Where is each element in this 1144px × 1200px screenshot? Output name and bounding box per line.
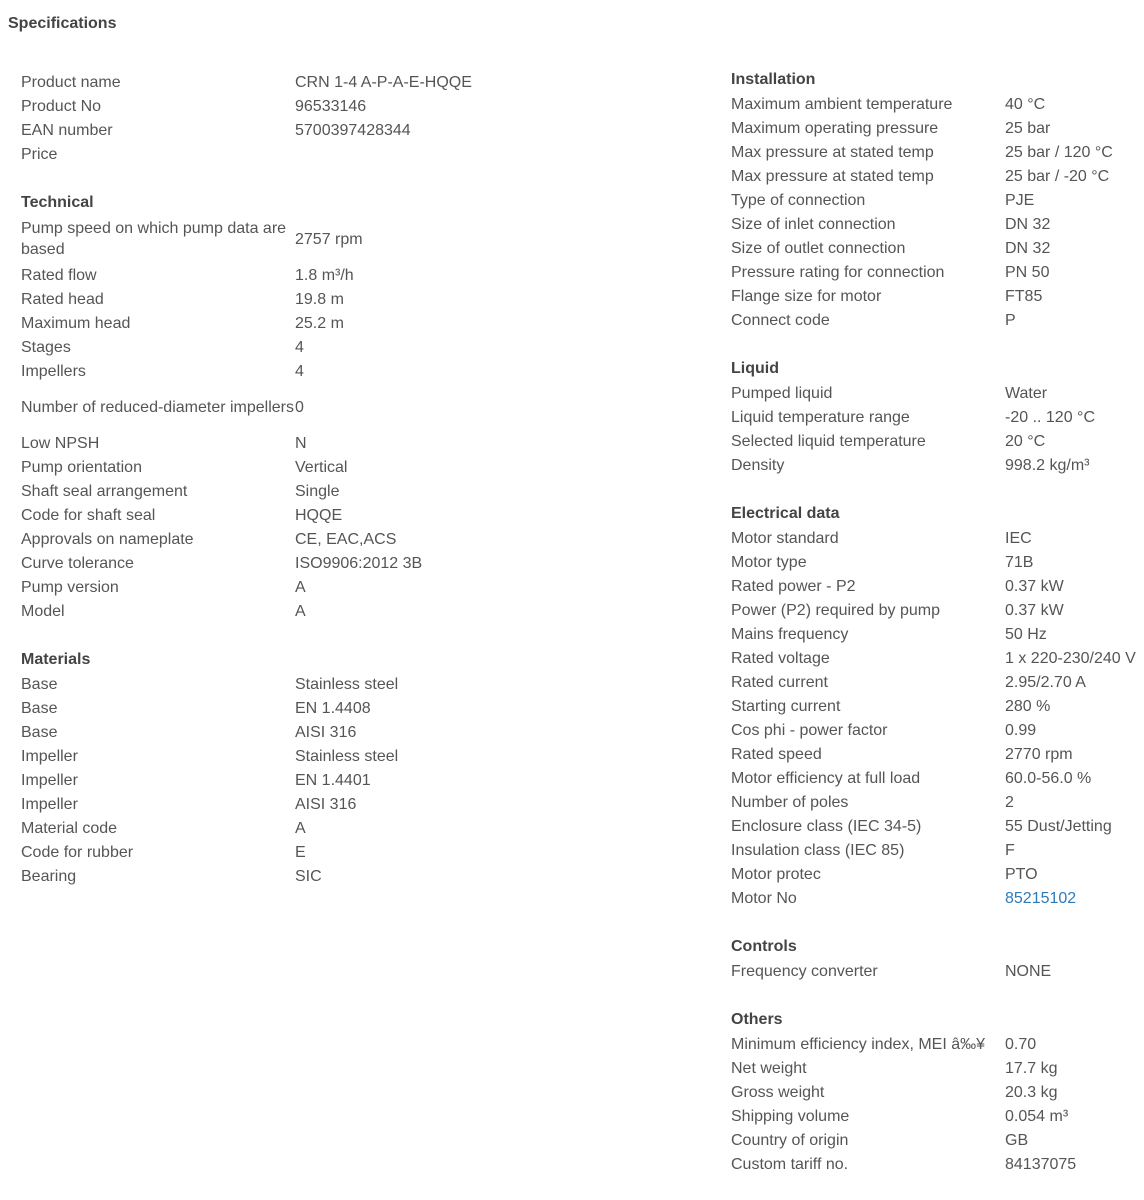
spec-row xyxy=(731,646,1144,670)
spec-label: Material code xyxy=(21,819,118,837)
spec-value: 60.0-56.0 % xyxy=(1005,769,1092,787)
spec-value: ISO9906:2012 3B xyxy=(295,554,423,572)
spec-row xyxy=(731,429,1144,453)
spec-label: Custom tariff no. xyxy=(731,1155,849,1173)
spec-row xyxy=(731,766,1144,790)
spec-value: EN 1.4401 xyxy=(295,771,371,789)
spec-label: Bearing xyxy=(21,867,77,885)
spec-value: 25 bar / 120 °C xyxy=(1005,143,1113,161)
spec-value: PTO xyxy=(1005,865,1038,883)
spec-value: 20 °C xyxy=(1005,432,1046,450)
spec-label: Type of connection xyxy=(731,191,866,209)
spec-value: A xyxy=(295,602,306,620)
spec-value: A xyxy=(295,578,306,596)
spec-value: 25.2 m xyxy=(295,314,344,332)
spec-label: Size of outlet connection xyxy=(731,239,906,257)
spec-label: Motor standard xyxy=(731,529,839,547)
spec-row xyxy=(21,599,701,623)
spec-value: 0.70 xyxy=(1005,1035,1037,1053)
spec-value: 2 xyxy=(1005,793,1014,811)
spec-row xyxy=(21,840,701,864)
spec-label: Pump orientation xyxy=(21,458,142,476)
spec-value: 40 °C xyxy=(1005,95,1046,113)
spec-value: 2770 rpm xyxy=(1005,745,1073,763)
spec-value: 0.054 m³ xyxy=(1005,1107,1069,1125)
spec-row xyxy=(731,1032,1144,1056)
spec-label: Impeller xyxy=(21,747,78,765)
spec-row xyxy=(21,479,701,503)
spec-value: NONE xyxy=(1005,962,1052,980)
spec-row xyxy=(731,116,1144,140)
spec-row xyxy=(21,527,701,551)
spec-row xyxy=(731,1128,1144,1152)
spec-label: Stages xyxy=(21,338,71,356)
spec-row-product-name xyxy=(21,70,701,94)
section-title-installation: Installation xyxy=(731,71,816,88)
spec-label: Impeller xyxy=(21,771,78,789)
spec-value: EN 1.4408 xyxy=(295,699,371,717)
spec-label: Selected liquid temperature xyxy=(731,432,926,450)
spec-row xyxy=(731,164,1144,188)
section-title-controls: Controls xyxy=(731,938,797,955)
motor-no-link[interactable]: 85215102 xyxy=(1005,889,1077,907)
spec-row xyxy=(21,263,701,287)
spec-label: Product No xyxy=(21,97,102,115)
spec-value: CRN 1-4 A-P-A-E-HQQE xyxy=(295,73,472,91)
spec-label: Pump version xyxy=(21,578,119,596)
spec-row xyxy=(731,694,1144,718)
spec-value: 5700397428344 xyxy=(295,121,411,139)
spec-label: Mains frequency xyxy=(731,625,849,643)
installation-section xyxy=(731,68,1144,332)
spec-row xyxy=(731,405,1144,429)
spec-row xyxy=(731,236,1144,260)
spec-row xyxy=(731,308,1144,332)
page-title: Specifications xyxy=(8,15,117,32)
spec-row xyxy=(21,455,701,479)
general-section xyxy=(21,70,701,166)
spec-value: SIC xyxy=(295,867,322,885)
spec-row xyxy=(731,959,1144,983)
spec-label: Flange size for motor xyxy=(731,287,882,305)
spec-value: 1 x 220-230/240 V xyxy=(1005,649,1136,667)
spec-row xyxy=(731,381,1144,405)
spec-row xyxy=(21,816,701,840)
spec-label: Approvals on nameplate xyxy=(21,530,194,548)
spec-value: 4 xyxy=(295,362,304,380)
spec-row xyxy=(21,551,701,575)
spec-row xyxy=(21,672,701,696)
spec-label: Maximum operating pressure xyxy=(731,119,939,137)
spec-label: Frequency converter xyxy=(731,962,878,980)
spec-row xyxy=(731,1152,1144,1176)
spec-label: Starting current xyxy=(731,697,841,715)
spec-row xyxy=(731,526,1144,550)
spec-value: 96533146 xyxy=(295,97,367,115)
spec-row xyxy=(731,862,1144,886)
spec-label: Motor protec xyxy=(731,865,821,883)
spec-label: Net weight xyxy=(731,1059,807,1077)
spec-row xyxy=(731,453,1144,477)
spec-label: Base xyxy=(21,675,58,693)
spec-value: HQQE xyxy=(295,506,343,524)
spec-value: 0.37 kW xyxy=(1005,577,1064,595)
section-title-materials: Materials xyxy=(21,651,91,668)
spec-row xyxy=(731,670,1144,694)
spec-row xyxy=(731,622,1144,646)
spec-value: CE, EAC,ACS xyxy=(295,530,397,548)
spec-value: 20.3 kg xyxy=(1005,1083,1058,1101)
spec-label: Enclosure class (IEC 34-5) xyxy=(731,817,922,835)
spec-label: Price xyxy=(21,145,58,163)
spec-label: Code for rubber xyxy=(21,843,134,861)
spec-value: 280 % xyxy=(1005,697,1051,715)
spec-label: Maximum head xyxy=(21,314,131,332)
spec-row-price xyxy=(21,142,701,166)
spec-value: IEC xyxy=(1005,529,1032,547)
spec-label: Max pressure at stated temp xyxy=(731,167,934,185)
spec-label: Pump speed on which pump data are based xyxy=(21,220,287,258)
spec-label: Rated voltage xyxy=(731,649,830,667)
spec-value: DN 32 xyxy=(1005,239,1051,257)
spec-label: Base xyxy=(21,723,58,741)
spec-label: Cos phi - power factor xyxy=(731,721,888,739)
section-title-others: Others xyxy=(731,1011,783,1028)
spec-label: Impellers xyxy=(21,362,86,380)
spec-row xyxy=(21,744,701,768)
spec-label: Model xyxy=(21,602,65,620)
spec-value: GB xyxy=(1005,1131,1029,1149)
spec-value: 84137075 xyxy=(1005,1155,1077,1173)
spec-value: 2757 rpm xyxy=(295,230,363,248)
spec-row-product-no xyxy=(21,94,701,118)
spec-label: Rated speed xyxy=(731,745,822,763)
spec-label: Pumped liquid xyxy=(731,384,833,402)
spec-row xyxy=(21,696,701,720)
spec-label: Density xyxy=(731,456,785,474)
spec-row xyxy=(731,140,1144,164)
spec-value: Stainless steel xyxy=(295,675,399,693)
spec-value: DN 32 xyxy=(1005,215,1051,233)
spec-label: Impeller xyxy=(21,795,78,813)
spec-row xyxy=(21,575,701,599)
spec-value: FT85 xyxy=(1005,287,1043,305)
spec-label: Motor type xyxy=(731,553,807,571)
spec-label: Shipping volume xyxy=(731,1107,850,1125)
spec-value: 0.99 xyxy=(1005,721,1037,739)
spec-label: Liquid temperature range xyxy=(731,408,910,426)
spec-row xyxy=(731,212,1144,236)
spec-value: PJE xyxy=(1005,191,1035,209)
right-column xyxy=(731,68,1144,1176)
spec-row xyxy=(731,260,1144,284)
spec-row xyxy=(731,92,1144,116)
spec-label: Base xyxy=(21,699,58,717)
spec-value: E xyxy=(295,843,306,861)
spec-label: Code for shaft seal xyxy=(21,506,156,524)
spec-label: Insulation class (IEC 85) xyxy=(731,841,905,859)
materials-section xyxy=(21,648,701,888)
spec-value: 1.8 m³/h xyxy=(295,266,354,284)
spec-value: AISI 316 xyxy=(295,795,357,813)
spec-row xyxy=(731,598,1144,622)
spec-label: Product name xyxy=(21,73,121,91)
spec-label: Minimum efficiency index, MEI â‰¥ xyxy=(731,1035,986,1053)
spec-value: 19.8 m xyxy=(295,290,344,308)
spec-value: -20 .. 120 °C xyxy=(1005,408,1095,426)
spec-value: P xyxy=(1005,311,1016,329)
spec-value: 50 Hz xyxy=(1005,625,1047,643)
spec-row xyxy=(731,1056,1144,1080)
spec-row xyxy=(731,574,1144,598)
spec-row xyxy=(21,720,701,744)
others-section xyxy=(731,1008,1144,1176)
spec-label: Rated flow xyxy=(21,266,97,284)
spec-value: 17.7 kg xyxy=(1005,1059,1058,1077)
spec-row xyxy=(21,431,701,455)
spec-value: 55 Dust/Jetting xyxy=(1005,817,1112,835)
spec-row xyxy=(731,886,1144,910)
spec-row xyxy=(21,503,701,527)
spec-row xyxy=(21,311,701,335)
spec-value: Single xyxy=(295,482,340,500)
spec-row xyxy=(731,814,1144,838)
spec-value: 998.2 kg/m³ xyxy=(1005,456,1090,474)
technical-section xyxy=(21,191,701,623)
spec-label: Number of reduced-diameter impellers xyxy=(21,398,294,416)
spec-label: Size of inlet connection xyxy=(731,215,896,233)
spec-label: Power (P2) required by pump xyxy=(731,601,940,619)
spec-value: 25 bar xyxy=(1005,119,1051,137)
section-title-technical: Technical xyxy=(21,194,94,211)
section-title-liquid: Liquid xyxy=(731,360,779,377)
spec-label: Rated power - P2 xyxy=(731,577,856,595)
spec-label: Number of poles xyxy=(731,793,849,811)
spec-value: 0.37 kW xyxy=(1005,601,1064,619)
spec-label: Gross weight xyxy=(731,1083,825,1101)
spec-row xyxy=(21,287,701,311)
section-title-electrical: Electrical data xyxy=(731,505,840,522)
spec-row xyxy=(21,383,701,431)
spec-row xyxy=(731,284,1144,308)
spec-row xyxy=(21,792,701,816)
spec-value: F xyxy=(1005,841,1015,859)
spec-value: AISI 316 xyxy=(295,723,357,741)
spec-label: Low NPSH xyxy=(21,434,100,452)
spec-value: 71B xyxy=(1005,553,1034,571)
spec-row xyxy=(731,742,1144,766)
spec-row xyxy=(731,838,1144,862)
spec-label: Max pressure at stated temp xyxy=(731,143,934,161)
spec-value: 0 xyxy=(295,398,304,416)
controls-section xyxy=(731,935,1144,983)
spec-value: 2.95/2.70 A xyxy=(1005,673,1086,691)
spec-label: Motor No xyxy=(731,889,797,907)
spec-value: Vertical xyxy=(295,458,348,476)
spec-label: Pressure rating for connection xyxy=(731,263,945,281)
spec-value: Stainless steel xyxy=(295,747,399,765)
spec-label: Curve tolerance xyxy=(21,554,134,572)
spec-value: N xyxy=(295,434,307,452)
spec-row-ean-number xyxy=(21,118,701,142)
spec-value: PN 50 xyxy=(1005,263,1050,281)
spec-row xyxy=(21,359,701,383)
spec-row xyxy=(21,864,701,888)
spec-label: Motor efficiency at full load xyxy=(731,769,921,787)
spec-label: Rated head xyxy=(21,290,104,308)
spec-label: Connect code xyxy=(731,311,830,329)
spec-row xyxy=(731,790,1144,814)
spec-label: EAN number xyxy=(21,121,113,139)
spec-value: Water xyxy=(1005,384,1048,402)
spec-value: 4 xyxy=(295,338,304,356)
spec-row xyxy=(731,718,1144,742)
spec-value: A xyxy=(295,819,306,837)
spec-label: Country of origin xyxy=(731,1131,849,1149)
spec-row xyxy=(21,335,701,359)
spec-row xyxy=(731,1104,1144,1128)
spec-value: 25 bar / -20 °C xyxy=(1005,167,1110,185)
spec-row xyxy=(731,1080,1144,1104)
spec-label: Rated current xyxy=(731,673,828,691)
spec-row xyxy=(21,768,701,792)
spec-label: Maximum ambient temperature xyxy=(731,95,953,113)
spec-label: Shaft seal arrangement xyxy=(21,482,188,500)
spec-row xyxy=(21,215,701,263)
spec-row xyxy=(731,188,1144,212)
left-column xyxy=(21,70,701,888)
electrical-section xyxy=(731,502,1144,910)
spec-row xyxy=(731,550,1144,574)
liquid-section xyxy=(731,357,1144,477)
